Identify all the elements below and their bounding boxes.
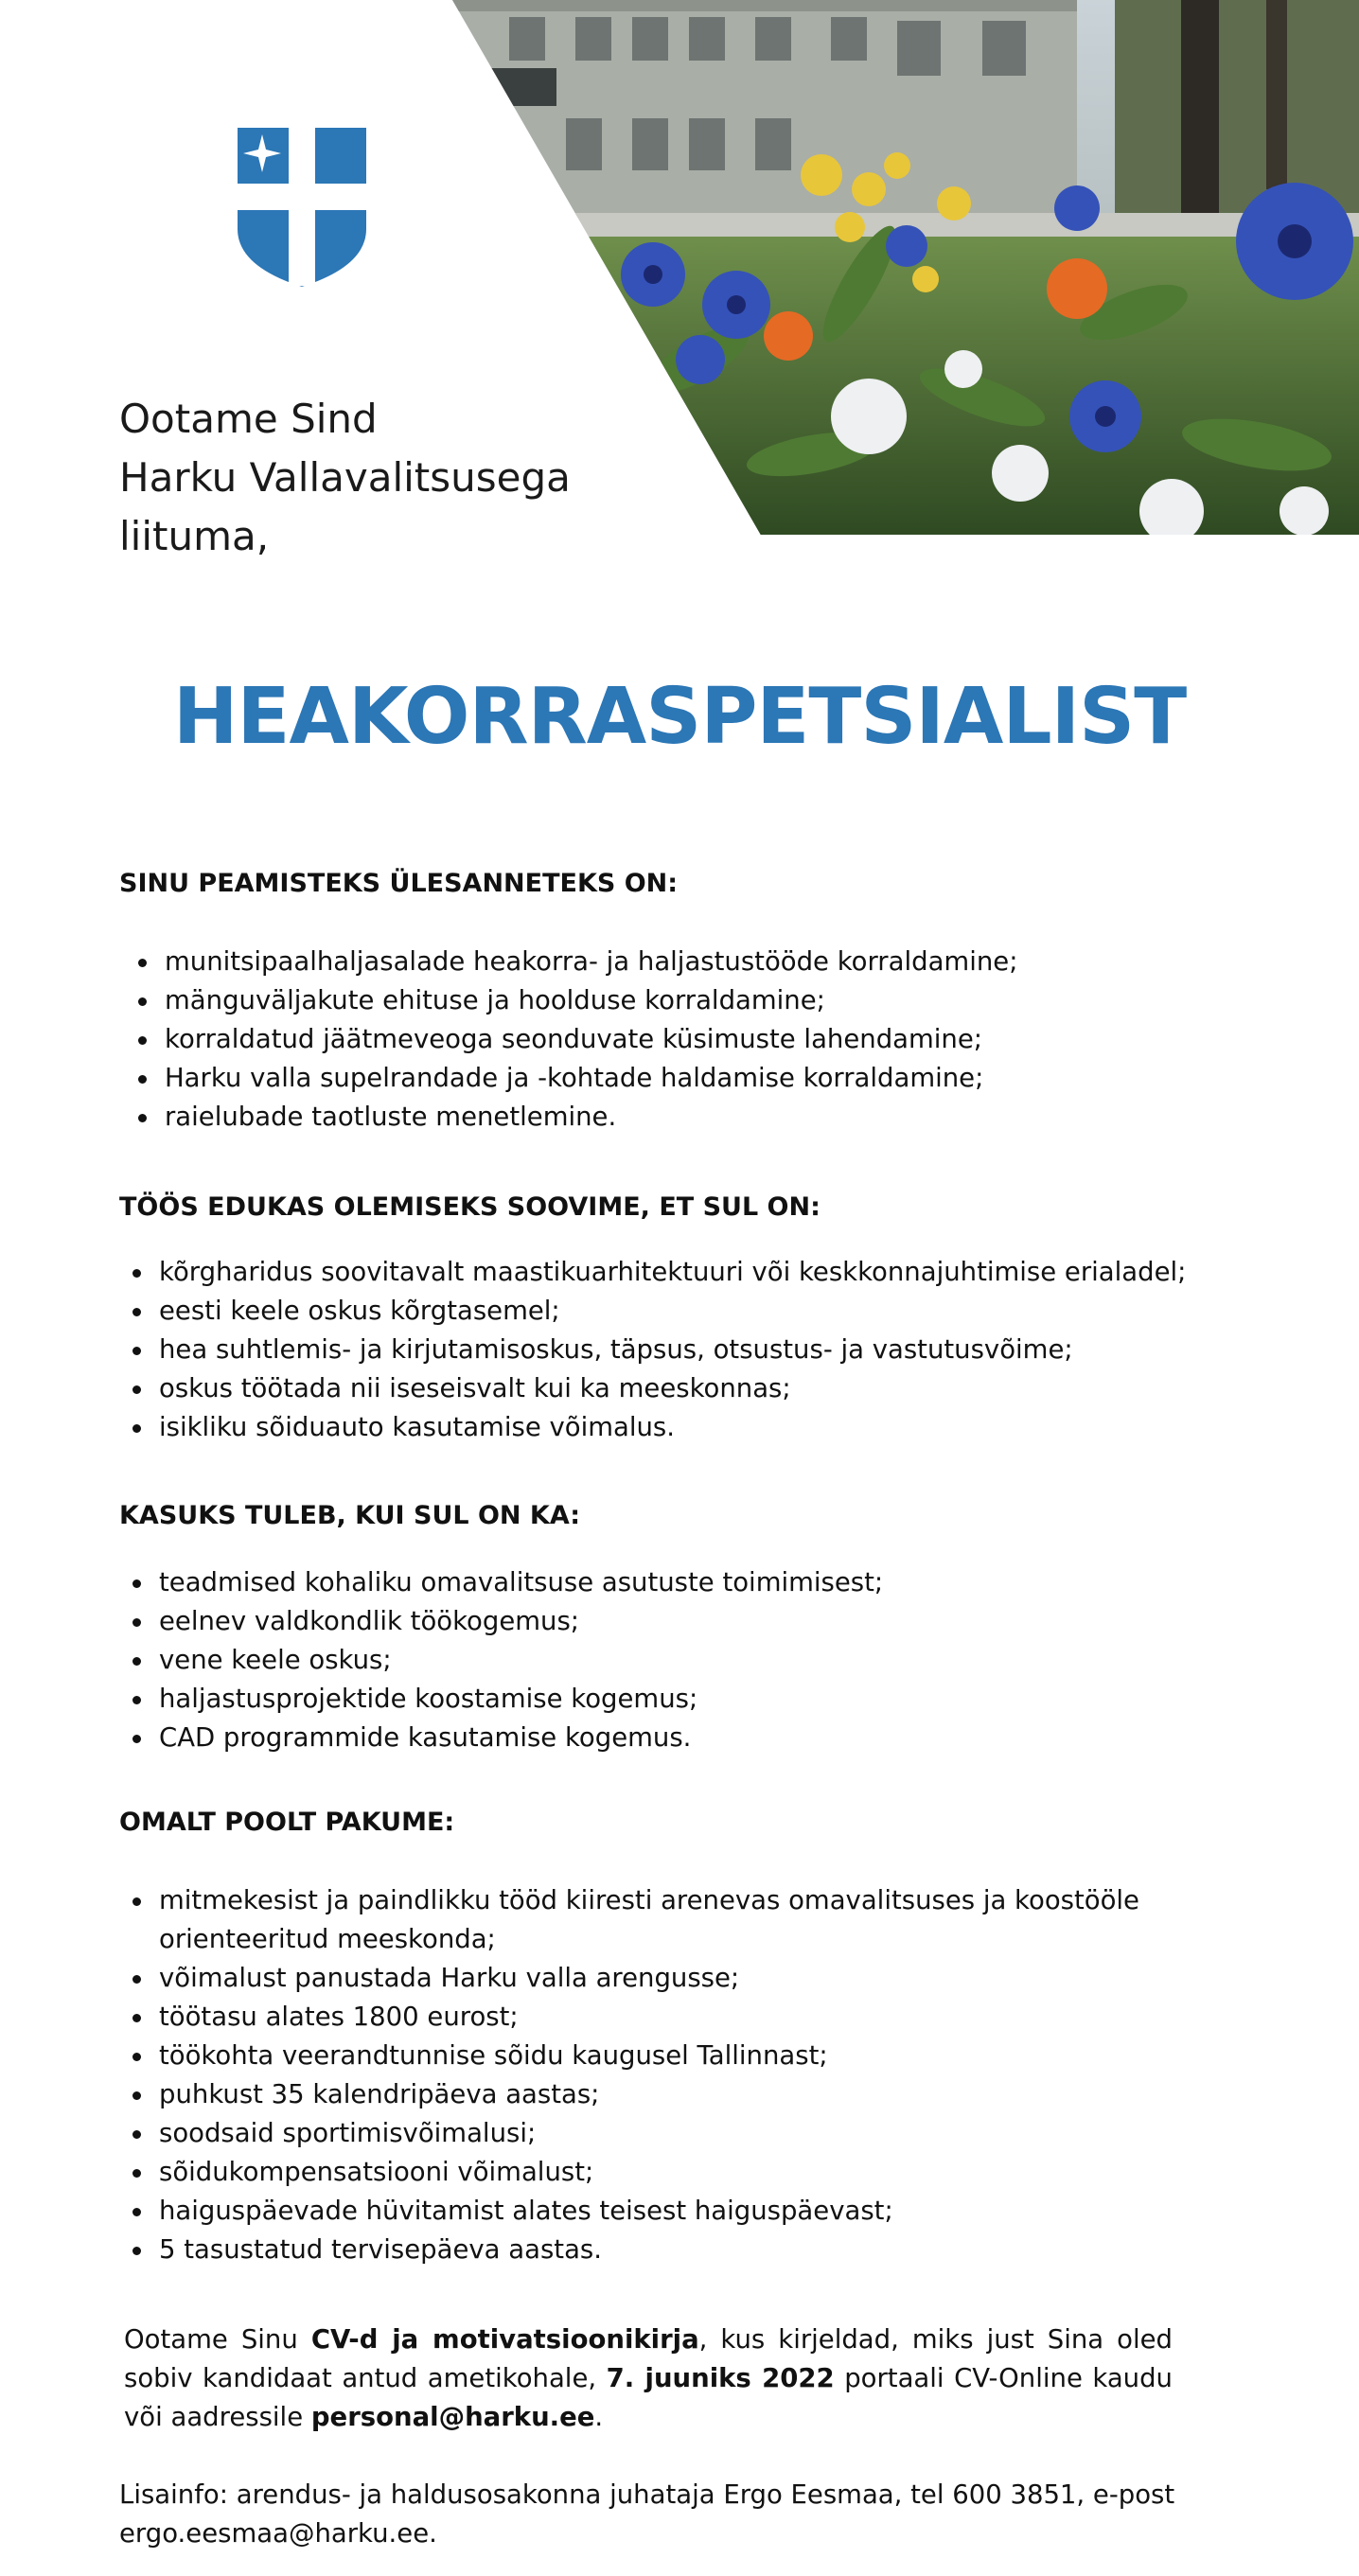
list-item: mänguväljakute ehituse ja hoolduse korraldamine; [165,981,1281,1020]
list-item: Harku valla supelrandade ja -kohtade haldamise korraldamine; [165,1059,1281,1098]
list-item: korraldatud jäätmeveoga seonduvate küsimuste lahendamine; [165,1020,1281,1059]
list-item: töökohta veerandtunnise sõidu kaugusel Tallinnast; [159,2037,1209,2075]
harku-crest-logo [235,125,369,291]
intro-text [119,390,571,566]
section-heading-offer: OMALT POOLT PAKUME: [119,1808,455,1837]
application-deadline: 7. juuniks 2022 [606,2363,835,2393]
hero-photo [452,0,1359,535]
application-email[interactable]: personal@harku.ee [310,2402,595,2432]
list-item: eesti keele oskus kõrgtasemel; [159,1292,1276,1331]
closing-text: portaali CV-Online kaudu või aadressile [124,2363,1173,2432]
list-item: mitmekesist ja paindlikku tööd kiiresti arenevas omavalitsuses ja koostööle orienteeritud meeskonda; [159,1881,1209,1959]
list-item: eelnev valdkondlik töökogemus; [159,1602,1276,1641]
list-item: oskus töötada nii iseseisvalt kui ka meeskonnas; [159,1369,1276,1408]
offer-list [119,1881,1209,2269]
closing-text: Ootame Sinu [124,2324,311,2355]
closing-text: . [594,2402,604,2432]
intro-line-1: Ootame Sind [119,396,378,442]
list-item: hea suhtlemis- ja kirjutamisoskus, täpsus, otsustus- ja vastutusvõime; [159,1331,1276,1369]
list-item: kõrgharidus soovitavalt maastikuarhitektuuri või keskkonnajuhtimise erialadel; [159,1253,1276,1292]
section-heading-tasks: SINU PEAMISTEKS ÜLESANNETEKS ON: [119,869,679,898]
contact-info: Lisainfo: arendus- ja haldusosakonna juhataja Ergo Eesmaa, tel 600 3851, e-post ergo.eesmaa@harku.ee. [119,2479,1175,2549]
list-item: munitsipaalhaljasalade heakorra- ja haljastustööde korraldamine; [165,943,1281,981]
closing-documents: CV-d ja motivatsioonikirja [310,2324,699,2355]
list-item: vene keele oskus; [159,1641,1276,1680]
list-item: raielubade taotluste menetlemine. [165,1098,1281,1137]
list-item: teadmised kohaliku omavalitsuse asutuste toimimisest; [159,1563,1276,1602]
list-item: haljastusprojektide koostamise kogemus; [159,1680,1276,1719]
application-instructions [124,2320,1173,2437]
intro-line-3: liituma, [119,513,270,559]
section-heading-requirements: TÖÖS EDUKAS OLEMISEKS SOOVIME, ET SUL ON: [119,1192,821,1222]
list-item: haiguspäevade hüvitamist alates teisest haiguspäevast; [159,2192,1209,2231]
list-item: CAD programmide kasutamise kogemus. [159,1719,1276,1757]
list-item: 5 tasustatud tervisepäeva aastas. [159,2231,1209,2269]
closing-text: , kus kirjeldad, miks just Sina oled sobiv kandidaat antud ametikohale, [124,2324,1173,2393]
list-item: puhkust 35 kalendripäeva aastas; [159,2075,1209,2114]
list-item: sõidukompensatsiooni võimalust; [159,2153,1209,2192]
requirements-list [119,1253,1276,1447]
tasks-list [119,943,1281,1137]
job-title: HEAKORRASPETSIALIST [172,672,1187,762]
intro-line-2: Harku Vallavalitsusega [119,454,571,501]
list-item: soodsaid sportimisvõimalusi; [159,2114,1209,2153]
section-heading-advantages: KASUKS TULEB, KUI SUL ON KA: [119,1501,581,1530]
advantages-list [119,1563,1276,1757]
list-item: võimalust panustada Harku valla arengusse; [159,1959,1209,1998]
list-item: isikliku sõiduauto kasutamise võimalus. [159,1408,1276,1447]
list-item: töötasu alates 1800 eurost; [159,1998,1209,2037]
